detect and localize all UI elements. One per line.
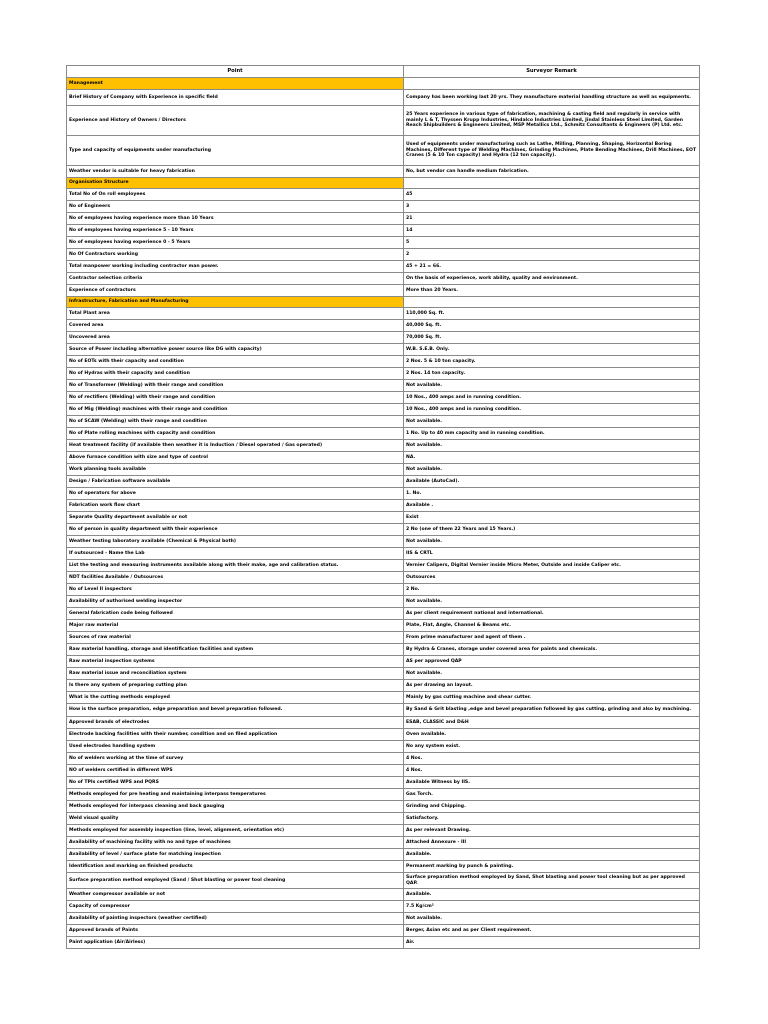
table-row xyxy=(67,753,700,765)
remark-cell: On the basis of experience, work ability, quality and environment. xyxy=(404,273,700,285)
remark-cell: Available (AutoCad). xyxy=(404,476,700,488)
table-row xyxy=(67,889,700,901)
table-row xyxy=(67,692,700,704)
section-blank-cell xyxy=(404,78,700,90)
remark-cell: Permanent marking by punch & painting. xyxy=(404,861,700,873)
table-row xyxy=(67,189,700,201)
remark-cell: Exist xyxy=(404,512,700,524)
point-cell: Weld visual quality xyxy=(67,813,404,825)
column-header-remark: Surveyor Remark xyxy=(404,66,700,78)
point-cell: No of employees having experience 5 - 10 Years xyxy=(67,225,404,237)
remark-cell: Satisfactory. xyxy=(404,813,700,825)
remark-cell: 21 xyxy=(404,213,700,225)
remark-cell: 45 + 21 = 66. xyxy=(404,261,700,273)
table-row xyxy=(67,620,700,632)
table-row xyxy=(67,596,700,608)
table-row xyxy=(67,668,700,680)
table-row xyxy=(67,249,700,261)
table-row xyxy=(67,937,700,949)
point-cell: No of EOTs with their capacity and condition xyxy=(67,356,404,368)
remark-cell: No, but vendor can handle medium fabrication. xyxy=(404,166,700,178)
section-title: Organisation Structure xyxy=(67,178,404,189)
remark-cell: Not available. xyxy=(404,596,700,608)
remark-cell: Available. xyxy=(404,849,700,861)
remark-cell: Berger, Asian etc and as per Client requirement. xyxy=(404,925,700,937)
point-cell: How is the surface preparation, edge preparation and bevel preparation followed. xyxy=(67,704,404,717)
point-cell: What is the cutting methods employed xyxy=(67,692,404,704)
column-header-point: Point xyxy=(67,66,404,78)
point-cell: Used electrodes handling system xyxy=(67,741,404,753)
remark-cell: Attached Annexure - III xyxy=(404,837,700,849)
table-row xyxy=(67,392,700,404)
table-row xyxy=(67,452,700,464)
table-row xyxy=(67,500,700,512)
point-cell: No of Level II inspectors xyxy=(67,584,404,596)
point-cell: Electrode backing facilities with their number, condition and on filed application xyxy=(67,729,404,741)
point-cell: Sources of raw material xyxy=(67,632,404,644)
remark-cell: 2 Nos. 5 & 10 ton capacity. xyxy=(404,356,700,368)
remark-cell: As per client requirement national and international. xyxy=(404,608,700,620)
table-row xyxy=(67,680,700,692)
point-cell: Source of Power including alternative power source like DG with capacity) xyxy=(67,344,404,356)
point-cell: Fabrication work flow chart xyxy=(67,500,404,512)
point-cell: If outsourced - Name the Lab xyxy=(67,548,404,560)
remark-cell: 70,000 Sq. ft. xyxy=(404,332,700,344)
table-body xyxy=(67,78,700,949)
point-cell: Total manpower working including contractor man power. xyxy=(67,261,404,273)
remark-cell: Plate, Flat, Angle, Channel & Beams etc. xyxy=(404,620,700,632)
point-cell: Major raw material xyxy=(67,620,404,632)
point-cell: No of Plate rolling machines with capacity and condition xyxy=(67,428,404,440)
point-cell: No of employees having experience more than 10 Years xyxy=(67,213,404,225)
table-row xyxy=(67,464,700,476)
point-cell: Surface preparation method employed (Sand / Shot blasting or power tool cleaning xyxy=(67,873,404,889)
remark-cell: Not available. xyxy=(404,440,700,452)
table-row xyxy=(67,741,700,753)
point-cell: Approved brands of electrodes xyxy=(67,717,404,729)
table-row xyxy=(67,789,700,801)
point-cell: Raw material inspection systems xyxy=(67,656,404,668)
remark-cell: IIS & CRTL xyxy=(404,548,700,560)
remark-cell: Used of equipments under manufacturing such as Lathe, Milling, Planning, Shaping, Horizontal Boring Machines, Different type of Welding Machines, Grinding Machines, Plate Bending Machines, Drill Machines, EOT Cranes (5 & 10 Ton capacity) and Hydra (12 ton capacity). xyxy=(404,136,700,166)
point-cell: No of operators for above xyxy=(67,488,404,500)
remark-cell: Vernier Calipers, Digital Vernier inside Micro Meter, Outside and inside Caliper etc. xyxy=(404,560,700,572)
remark-cell: No any system exist. xyxy=(404,741,700,753)
table-row xyxy=(67,777,700,789)
remark-cell: 110,000 Sq. ft. xyxy=(404,308,700,320)
remark-cell: Not available. xyxy=(404,416,700,428)
point-cell: No of TPIs certified WPS and PQRS xyxy=(67,777,404,789)
table-row xyxy=(67,476,700,488)
point-cell: Experience of contractors xyxy=(67,285,404,297)
table-row xyxy=(67,428,700,440)
table-row xyxy=(67,136,700,166)
remark-cell: Surface preparation method employed by Sand, Shot blasting and power tool cleaning but as per approved QAP. xyxy=(404,873,700,889)
remark-cell: 2 xyxy=(404,249,700,261)
section-title: Management xyxy=(67,78,404,90)
remark-cell: Not available. xyxy=(404,668,700,680)
remark-cell: 5 xyxy=(404,237,700,249)
point-cell: Availability of authorised welding inspector xyxy=(67,596,404,608)
point-cell: Is there any system of preparing cutting plan xyxy=(67,680,404,692)
table-row xyxy=(67,320,700,332)
table-row xyxy=(67,729,700,741)
remark-cell: Not available. xyxy=(404,464,700,476)
point-cell: No of person in quality department with their experience xyxy=(67,524,404,536)
point-cell: Contractor selection criteria xyxy=(67,273,404,285)
section-blank-cell xyxy=(404,178,700,189)
table-header-row xyxy=(67,66,700,78)
table-row xyxy=(67,849,700,861)
point-cell: No of rectifiers (Welding) with their range and condition xyxy=(67,392,404,404)
table-row xyxy=(67,404,700,416)
point-cell: Availability of machining facility with no and type of machines xyxy=(67,837,404,849)
point-cell: Total Plant area xyxy=(67,308,404,320)
table-row xyxy=(67,416,700,428)
remark-cell: 14 xyxy=(404,225,700,237)
table-row xyxy=(67,560,700,572)
point-cell: No of Engineers xyxy=(67,201,404,213)
point-cell: Weather compressor available or not xyxy=(67,889,404,901)
point-cell: Methods employed for pre heating and maintaining interpass temperatures xyxy=(67,789,404,801)
remark-cell: Oven available. xyxy=(404,729,700,741)
remark-cell: 7.5 Kg/cm² xyxy=(404,901,700,913)
remark-cell: Available. xyxy=(404,889,700,901)
point-cell: No Of Contractors working xyxy=(67,249,404,261)
section-header-row xyxy=(67,297,700,308)
point-cell: Experience and History of Owners / Directors xyxy=(67,106,404,136)
point-cell: Methods employed for assembly inspection (line, level, alignment, orientation etc) xyxy=(67,825,404,837)
section-header-row xyxy=(67,78,700,90)
table-row xyxy=(67,380,700,392)
remark-cell: 2 No. xyxy=(404,584,700,596)
point-cell: NDT facilities Available / Outsources xyxy=(67,572,404,584)
remark-cell: 2 Nos. 14 ton capacity. xyxy=(404,368,700,380)
point-cell: Type and capacity of equipments under manufacturing xyxy=(67,136,404,166)
remark-cell: Company has been working last 20 yrs. They manufacture material handling structure as well as equipments. xyxy=(404,90,700,106)
point-cell: NO of welders certified in different WPS xyxy=(67,765,404,777)
point-cell: Availability of painting inspectors (weather certified) xyxy=(67,913,404,925)
table-row xyxy=(67,901,700,913)
point-cell: Design / Fabrication software available xyxy=(67,476,404,488)
point-cell: Work planning tools available xyxy=(67,464,404,476)
table-row xyxy=(67,801,700,813)
table-row xyxy=(67,356,700,368)
point-cell: Raw material handling, storage and identification facilities and system xyxy=(67,644,404,656)
remark-cell: 10 Nos., 400 amps and in running condition. xyxy=(404,404,700,416)
point-cell: Separate Quality department available or not xyxy=(67,512,404,524)
point-cell: Availability of level / surface plate for matching inspection xyxy=(67,849,404,861)
remark-cell: 3 xyxy=(404,201,700,213)
remark-cell: By Sand & Grit blasting ,edge and bevel preparation followed by gas cutting, grinding and also by machining. xyxy=(404,704,700,717)
point-cell: No of welders working at the time of survey xyxy=(67,753,404,765)
remark-cell: Air. xyxy=(404,937,700,949)
remark-cell: More than 20 Years. xyxy=(404,285,700,297)
table-row xyxy=(67,273,700,285)
table-row xyxy=(67,584,700,596)
remark-cell: W.B. S.E.B. Only. xyxy=(404,344,700,356)
point-cell: Above furnace condition with size and type of control xyxy=(67,452,404,464)
remark-cell: ESAB, CLASSIC and D&H xyxy=(404,717,700,729)
remark-cell: AS per approved QAP xyxy=(404,656,700,668)
table-row xyxy=(67,440,700,452)
point-cell: General fabrication code being followed xyxy=(67,608,404,620)
remark-cell: 1. No. xyxy=(404,488,700,500)
remark-cell: 4 Nos. xyxy=(404,765,700,777)
table-row xyxy=(67,813,700,825)
table-row xyxy=(67,913,700,925)
point-cell: Raw material issue and reconciliation system xyxy=(67,668,404,680)
remark-cell: Not available. xyxy=(404,913,700,925)
point-cell: Heat treatment facility (if available then weather it is Induction / Diesel operated / Gas operated) xyxy=(67,440,404,452)
remark-cell: Available . xyxy=(404,500,700,512)
table-row xyxy=(67,925,700,937)
point-cell: Approved brands of Paints xyxy=(67,925,404,937)
table-row xyxy=(67,237,700,249)
remark-cell: As per relevant Drawing. xyxy=(404,825,700,837)
point-cell: Covered area xyxy=(67,320,404,332)
remark-cell: 4 Nos. xyxy=(404,753,700,765)
table-row xyxy=(67,201,700,213)
table-row xyxy=(67,488,700,500)
remark-cell: Grinding and Chipping. xyxy=(404,801,700,813)
table-row xyxy=(67,873,700,889)
point-cell: Uncovered area xyxy=(67,332,404,344)
table-row xyxy=(67,308,700,320)
table-row xyxy=(67,825,700,837)
table-row xyxy=(67,225,700,237)
point-cell: No of Transformer (Welding) with their range and condition xyxy=(67,380,404,392)
table-row xyxy=(67,536,700,548)
remark-cell: Available Witness by IIS. xyxy=(404,777,700,789)
point-cell: Weather testing laboratory available (Chemical & Physical both) xyxy=(67,536,404,548)
point-cell: Capacity of compressor xyxy=(67,901,404,913)
table-row xyxy=(67,572,700,584)
remark-cell: 10 Nos., 400 amps and in running condition. xyxy=(404,392,700,404)
remark-cell: 45 xyxy=(404,189,700,201)
table-row xyxy=(67,632,700,644)
point-cell: Weather vendor is suitable for heavy fabrication xyxy=(67,166,404,178)
remark-cell: Gas Torch. xyxy=(404,789,700,801)
point-cell: No of employees having experience 0 - 5 Years xyxy=(67,237,404,249)
point-cell: Paint application (Air/Airless) xyxy=(67,937,404,949)
remark-cell: NA. xyxy=(404,452,700,464)
table-row xyxy=(67,861,700,873)
remark-cell: Not available. xyxy=(404,536,700,548)
remark-cell: As per drawing an layout. xyxy=(404,680,700,692)
table-row xyxy=(67,344,700,356)
table-row xyxy=(67,285,700,297)
point-cell: List the testing and measuring instruments available along with their make, age and calibration status. xyxy=(67,560,404,572)
remark-cell: 1 No. Up to 40 mm capacity and in running condition. xyxy=(404,428,700,440)
table-row xyxy=(67,332,700,344)
table-row xyxy=(67,765,700,777)
remark-cell: From prime manufacturer and agent of them . xyxy=(404,632,700,644)
table-row xyxy=(67,837,700,849)
point-cell: No of Mig (Welding) machines with their range and condition xyxy=(67,404,404,416)
table-row xyxy=(67,644,700,656)
table-row xyxy=(67,213,700,225)
remark-cell: 25 Years experience in various type of fabrication, machining & casting field and regularly in service with mainly L & T, Thyssen Krupp Industries, Hindalco Industries Limited, Jindal Stainless Steel Limited, Garden Reach Shipbuilders & Engineers Limited, MSP Metallics Ltd., Schmitz Consultants & Engineers (P) Ltd. etc. xyxy=(404,106,700,136)
table-row xyxy=(67,656,700,668)
point-cell: Methods employed for interpass cleaning and back gauging xyxy=(67,801,404,813)
table-row xyxy=(67,90,700,106)
section-blank-cell xyxy=(404,297,700,308)
remark-cell: 2 No (one of them 22 Years and 15 Years.) xyxy=(404,524,700,536)
table-row xyxy=(67,704,700,717)
remark-cell: Not available. xyxy=(404,380,700,392)
table-row xyxy=(67,368,700,380)
section-title: Infrastructure, Fabrication and Manufacturing xyxy=(67,297,404,308)
point-cell: Identification and marking on finished products xyxy=(67,861,404,873)
table-row xyxy=(67,106,700,136)
remark-cell: By Hydra & Cranes, storage under covered area for paints and chemicals. xyxy=(404,644,700,656)
table-row xyxy=(67,261,700,273)
table-row xyxy=(67,548,700,560)
point-cell: No of SCAW (Welding) with their range and condition xyxy=(67,416,404,428)
remark-cell: 40,000 Sq. ft. xyxy=(404,320,700,332)
table-row xyxy=(67,512,700,524)
table-row xyxy=(67,166,700,178)
remark-cell: Outsources xyxy=(404,572,700,584)
point-cell: Total No of On roll employees xyxy=(67,189,404,201)
point-cell: No of Hydras with their capacity and condition xyxy=(67,368,404,380)
survey-table xyxy=(66,65,700,949)
section-header-row xyxy=(67,178,700,189)
table-row xyxy=(67,524,700,536)
table-row xyxy=(67,608,700,620)
point-cell: Brief History of Company with Experience in specific field xyxy=(67,90,404,106)
table-row xyxy=(67,717,700,729)
remark-cell: Mainly by gas cutting machine and shear cutter. xyxy=(404,692,700,704)
